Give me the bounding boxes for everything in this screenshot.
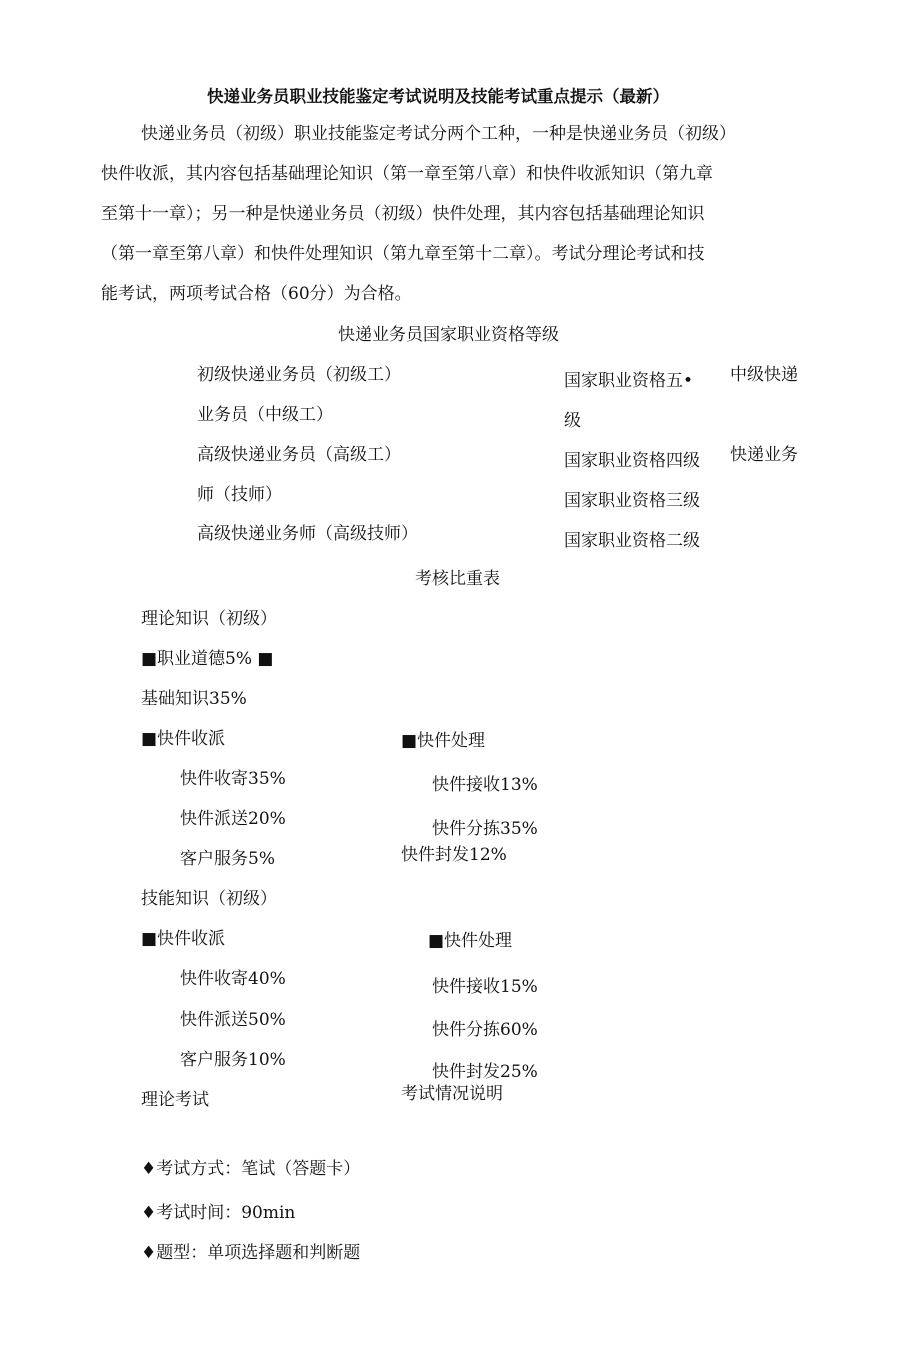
level-right-5: 国家职业资格二级: [564, 531, 700, 551]
exam-theory-label: 理论考试: [141, 1090, 209, 1110]
intro-line: 快递业务员（初级）职业技能鉴定考试分两个工种，一种是快递业务员（初级）: [141, 124, 736, 144]
intro-line: 至第十一章）；另一种是快递业务员（初级）快件处理，其内容包括基础理论知识: [101, 204, 705, 224]
intro-paragraph: [101, 114, 801, 314]
theory-title: 理论知识（初级）: [141, 609, 277, 629]
exam-info-label: 考试情况说明: [401, 1084, 503, 1104]
skill-collect-title: ■快件收派: [141, 929, 226, 949]
skill-process-item: 快件分拣60%: [432, 1020, 538, 1040]
skill-collect-item: 快件派送50%: [180, 1010, 286, 1030]
level-right-4: 国家职业资格三级: [564, 491, 700, 511]
theory-collect-item: 快件派送20%: [180, 809, 286, 829]
level-left-3: 高级快递业务员（高级工）: [197, 445, 401, 465]
skill-process-item: 快件接收15%: [432, 977, 538, 997]
exam-duration: ♦考试时间：90min: [141, 1203, 296, 1223]
level-right-3: 国家职业资格四级: [564, 451, 700, 471]
level-left-1: 初级快递业务员（初级工）: [197, 365, 401, 385]
skill-collect-item: 快件收寄40%: [180, 969, 286, 989]
theory-process-title: ■快件处理: [401, 731, 486, 751]
intro-line: （第一章至第八章）和快件处理知识（第九章至第十二章）。考试分理论考试和技: [101, 244, 705, 264]
theory-collect-title: ■快件收派: [141, 729, 226, 749]
document-title: 快递业务员职业技能鉴定考试说明及技能考试重点提示（最新）: [207, 87, 669, 106]
level-left-4: 师（技师）: [197, 485, 282, 505]
weights-heading: 考核比重表: [415, 569, 500, 589]
theory-collect-item: 客户服务5%: [180, 849, 275, 869]
level-far-right-2: 快递业务: [730, 445, 798, 465]
exam-question-types: ♦题型：单项选择题和判断题: [141, 1243, 361, 1263]
theory-collect-item: 快件收寄35%: [180, 769, 286, 789]
theory-process-item: 快件封发12%: [401, 845, 507, 865]
skill-collect-item: 客户服务10%: [180, 1050, 286, 1070]
level-left-2: 业务员（中级工）: [197, 405, 333, 425]
level-far-right-1: 中级快递: [730, 365, 798, 385]
skill-process-item: 快件封发25%: [432, 1062, 538, 1082]
intro-line: 快件收派，其内容包括基础理论知识（第一章至第八章）和快件收派知识（第九章: [101, 164, 713, 184]
exam-method: ♦考试方式：笔试（答题卡）: [141, 1159, 361, 1179]
skill-title: 技能知识（初级）: [141, 889, 277, 909]
skill-process-title: ■快件处理: [428, 931, 513, 951]
theory-ethics: ■职业道德5% ■: [141, 649, 274, 669]
levels-heading: 快递业务员国家职业资格等级: [338, 325, 559, 345]
intro-line: 能考试，两项考试合格（60分）为合格。: [101, 284, 412, 304]
level-left-5: 高级快递业务师（高级技师）: [197, 524, 418, 544]
level-right-1: 国家职业资格五•: [564, 371, 694, 391]
theory-process-item: 快件分拣35%: [432, 819, 538, 839]
level-right-2: 级: [564, 411, 581, 431]
theory-process-item: 快件接收13%: [432, 775, 538, 795]
theory-basics: 基础知识35%: [141, 689, 247, 709]
